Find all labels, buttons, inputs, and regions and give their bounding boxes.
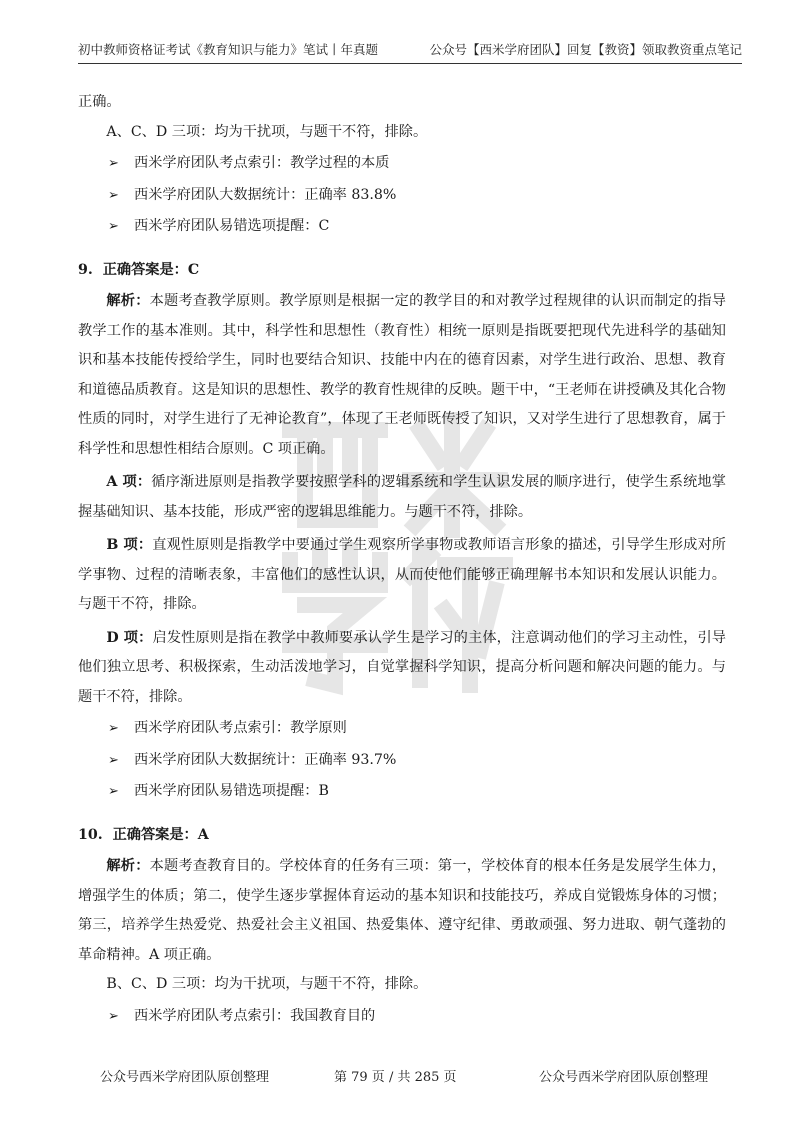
bullet-item: ➢ 西米学府团队考点索引：教学过程的本质 [78, 149, 726, 179]
bullet-item: ➢ 西米学府团队大数据统计：正确率 83.8% [78, 181, 726, 211]
question-9-option-a: A 项：循序渐进原则是指教学要按照学科的逻辑系统和学生认识发展的顺序进行，使学生系统地掌握基础知识、基本技能，形成严密的逻辑思维能力。与题干不符，排除。 [78, 474, 726, 520]
arrow-bullet-icon: ➢ [108, 752, 119, 768]
arrow-bullet-icon: ➢ [108, 156, 119, 171]
paragraph-acd-distractors: A、C、D 三项：均为干扰项，与题干不符，排除。 [106, 123, 428, 140]
arrow-bullet-icon: ➢ [108, 219, 119, 234]
question-9-answer: 9. 正确答案是：C [78, 261, 200, 278]
header-divider [78, 63, 742, 64]
arrow-bullet-icon: ➢ [108, 784, 119, 799]
page-header [78, 40, 742, 60]
header-left-title: 初中教师资格证考试《教育知识与能力》笔试丨年真题 [78, 42, 379, 57]
arrow-bullet-icon: ➢ [108, 721, 119, 736]
bullet-item: ➢ 西米学府团队大数据统计：正确率 93.7% [78, 746, 726, 776]
page-number: 第 79 页 / 共 285 页 [334, 1070, 457, 1085]
question-9-option-d: D 项：启发性原则是指在教学中教师要承认学生是学习的主体，注意调动他们的学习主动性，引导他们独立思考、积极探索，生动活泼地学习，自觉掌握科学知识，提高分析问题和解决问题的能力。与题干不符，排除。 [78, 629, 726, 705]
question-10-bcd-distractors: B、C、D 三项：均为干扰项，与题干不符，排除。 [106, 976, 428, 992]
question-10-answer: 10. 正确答案是：A [78, 826, 209, 843]
bullet-item: ➢ 西米学府团队易错选项提醒：B [78, 777, 726, 807]
arrow-bullet-icon: ➢ [108, 187, 119, 203]
document-body [78, 88, 726, 1033]
question-9-analysis: 解析：本题考查教学原则。教学原则是根据一定的教学目的和对教学过程规律的认识而制定的指导教学工作的基本准则。其中，科学性和思想性（教育性）相统一原则是指既要把现代先进科学的基础知识和基本技能传授给学生，同时也要结合知识、技能中内在的德育因素，对学生进行政治、思想、教育和道德品质教育。这是知识的思想性、教学的教育性规律的反映。题干中，“王老师在讲授碘及其化合物性质的同时，对学生进行了无神论教育”，体现了王老师既传授了知识，又对学生进行了思想教育，属于科学性和思想性相结合原则。C 项正确。 [78, 293, 726, 457]
bullet-item: ➢ 西米学府团队考点索引：教学原则 [78, 714, 726, 744]
paragraph-continuation: 正确。 [78, 94, 121, 110]
bullet-item: ➢ 西米学府团队考点索引：我国教育目的 [78, 1002, 726, 1032]
question-10-analysis: 解析：本题考查教育目的。学校体育的任务有三项：第一，学校体育的根本任务是发展学生体力，增强学生的体质；第二，使学生逐步掌握体育运动的基本知识和技能技巧，养成自觉锻炼身体的习惯；第三，培养学生热爱党、热爱社会主义祖国、热爱集体、遵守纪律、勇敢顽强、努力进取、朝气蓬勃的革命精神。A 项正确。 [78, 858, 726, 963]
arrow-bullet-icon: ➢ [108, 1008, 119, 1024]
page-footer [100, 1066, 742, 1086]
footer-left-credit: 公众号西米学府团队原创整理 [100, 1070, 270, 1085]
bullet-item: ➢ 西米学府团队易错选项提醒：C [78, 212, 726, 242]
footer-right-credit: 公众号西米学府团队原创整理 [538, 1070, 708, 1085]
question-9-option-b: B 项：直观性原则是指教学中要通过学生观察所学事物或教师语言形象的描述，引导学生形成对所学事物、过程的清晰表象，丰富他们的感性认识，从而使他们能够正确理解书本知识和发展认识能力。与题干不符，排除。 [78, 537, 726, 612]
header-right-notice: 公众号【西米学府团队】回复【教资】领取教资重点笔记 [429, 42, 742, 57]
